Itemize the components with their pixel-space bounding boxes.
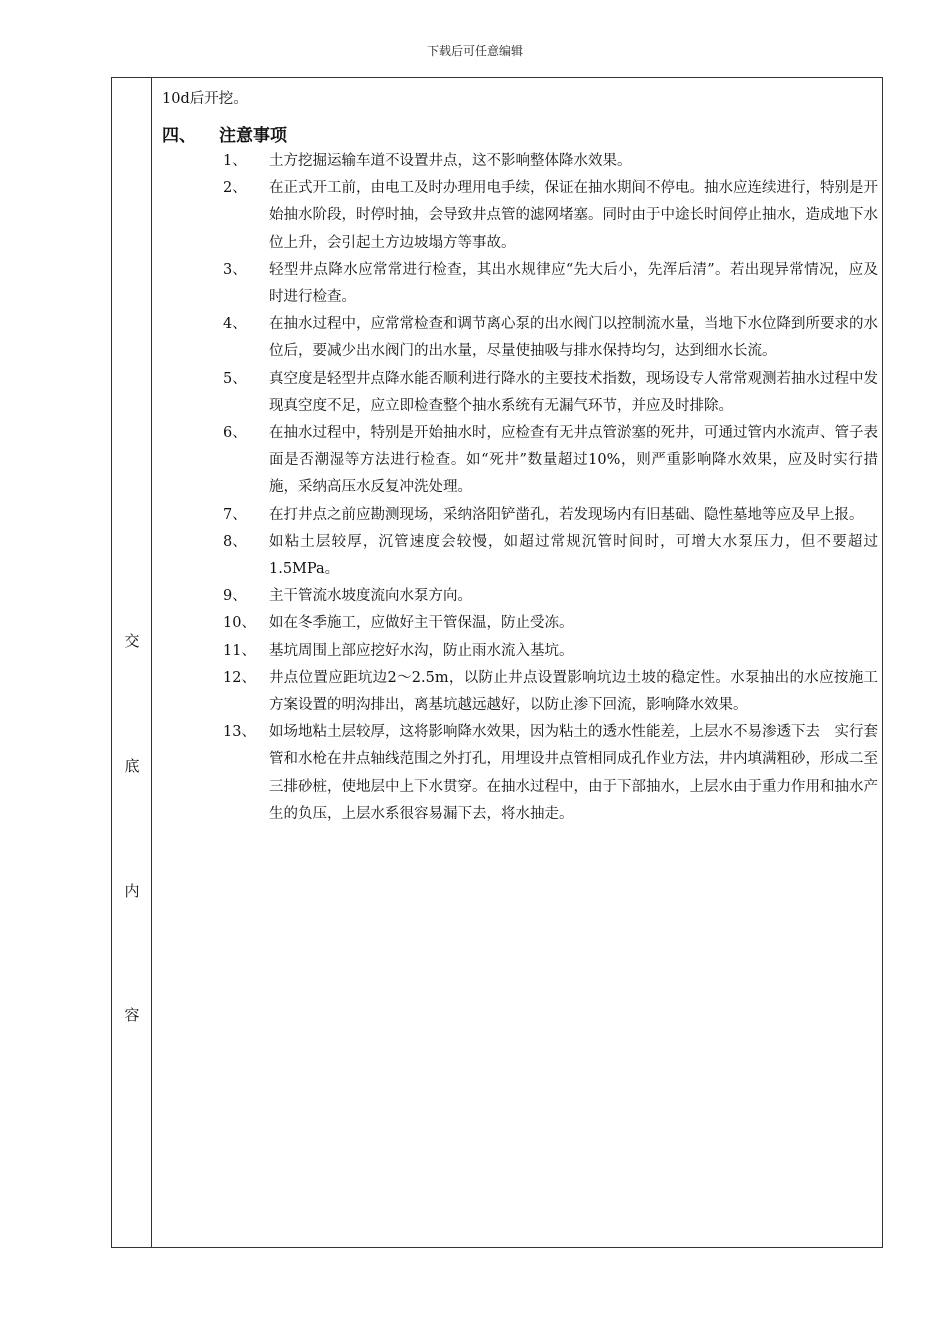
item-number: 7、 (223, 506, 247, 523)
list-item (223, 175, 878, 257)
left-label-char: 底 (124, 757, 140, 775)
list-item (223, 311, 878, 365)
list-item (223, 420, 878, 502)
item-number: 9、 (223, 588, 247, 605)
item-number: 6、 (223, 425, 247, 442)
item-number: 5、 (223, 370, 247, 387)
list-item (223, 529, 878, 583)
left-label-char: 内 (124, 882, 140, 900)
item-text: 基坑周围上部应挖好水沟，防止雨水流入基坑。 (269, 642, 574, 659)
item-number: 2、 (223, 180, 247, 197)
left-label-column (112, 78, 152, 1247)
left-label-char: 交 (124, 632, 140, 650)
list-item (223, 665, 878, 719)
list-item (223, 583, 878, 610)
item-number: 10、 (223, 615, 256, 632)
item-number: 13、 (223, 724, 256, 741)
section-heading (162, 121, 287, 146)
section-title: 注意事项 (219, 126, 287, 146)
list-item (223, 366, 878, 420)
item-number: 1、 (223, 153, 247, 169)
item-text: 在打井点之前应勘测现场，采纳洛阳铲凿孔，若发现场内有旧基础、隐性墓地等应及早上报。 (269, 506, 864, 523)
content-cell (152, 78, 882, 1247)
item-text: 在抽水过程中，应常常检查和调节离心泵的出水阀门以控制流水量，当地下水位降到所要求的水位后，要减少出水阀门的出水量，尽量使抽吸与排水保持均匀，达到细水长流。 (269, 316, 878, 360)
intro-text: 10d后开挖。 (162, 91, 248, 107)
document-table (111, 77, 883, 1248)
list-item (223, 502, 878, 529)
item-number: 8、 (223, 533, 247, 550)
item-text: 如在冬季施工，应做好主干管保温，防止受冻。 (269, 615, 574, 632)
item-number: 11、 (223, 642, 256, 659)
item-text: 在正式开工前，由电工及时办理用电手续，保证在抽水期间不停电。抽水应连续进行，特别是开始抽水阶段，时停时抽，会导致井点管的滤网堵塞。同时由于中途长时间停止抽水，造成地下水位上升，会引起土方边坡塌方等事故。 (269, 180, 878, 251)
section-number: 四、 (162, 126, 196, 146)
item-text: 井点位置应距坑边2～2.5m，以防止井点设置影响坑边土坡的稳定性。水泵抽出的水应按施工方案设置的明沟排出，离基坑越远越好，以防止渗下回流，影响降水效果。 (269, 669, 878, 714)
page-header: 下载后可任意编辑 (426, 44, 523, 58)
list-item (223, 610, 878, 637)
item-text: 如粘土层较厚，沉管速度会较慢，如超过常规沉管时间时，可增大水泵压力，但不要超过1.5MPa。 (269, 533, 878, 578)
item-text: 主干管流水坡度流向水泵方向。 (269, 588, 472, 605)
list-item (223, 148, 878, 175)
item-text: 轻型井点降水应常常进行检查，其出水规律应“先大后小，先浑后清”。若出现异常情况，应及时进行检查。 (269, 261, 878, 306)
list-item (223, 638, 878, 665)
notes-list (223, 148, 878, 828)
item-text: 真空度是轻型井点降水能否顺利进行降水的主要技术指数，现场设专人常常观测若抽水过程中发现真空度不足，应立即检查整个抽水系统有无漏气环节，并应及时排除。 (269, 370, 878, 414)
list-item (223, 257, 878, 311)
item-number: 12、 (223, 669, 256, 686)
item-text: 土方挖掘运输车道不设置井点，这不影响整体降水效果。 (269, 153, 632, 169)
left-label-char: 容 (124, 1006, 140, 1024)
item-number: 3、 (223, 261, 247, 278)
item-text: 在抽水过程中，特别是开始抽水时，应检查有无井点管淤塞的死井，可通过管内水流声、管子表面是否潮湿等方法进行检查。如“死井”数量超过10%，则严重影响降水效果，应及时实行措施，采纳高压水反复冲洗处理。 (269, 425, 878, 496)
item-text: 如场地粘土层较厚，这将影响降水效果，因为粘土的透水性能差，上层水不易渗透下去 实行套管和水枪在井点轴线范围之外打孔，用埋设井点管相同成孔作业方法，井内填满粗砂，形成二至三排砂桩，使地层中上下水贯穿。在抽水过程中，由于下部抽水，上层水由于重力作用和抽水产生的负压，上层水系很容易漏下去，将水抽走。 (269, 724, 878, 822)
list-item (223, 719, 878, 828)
item-number: 4、 (223, 316, 247, 333)
